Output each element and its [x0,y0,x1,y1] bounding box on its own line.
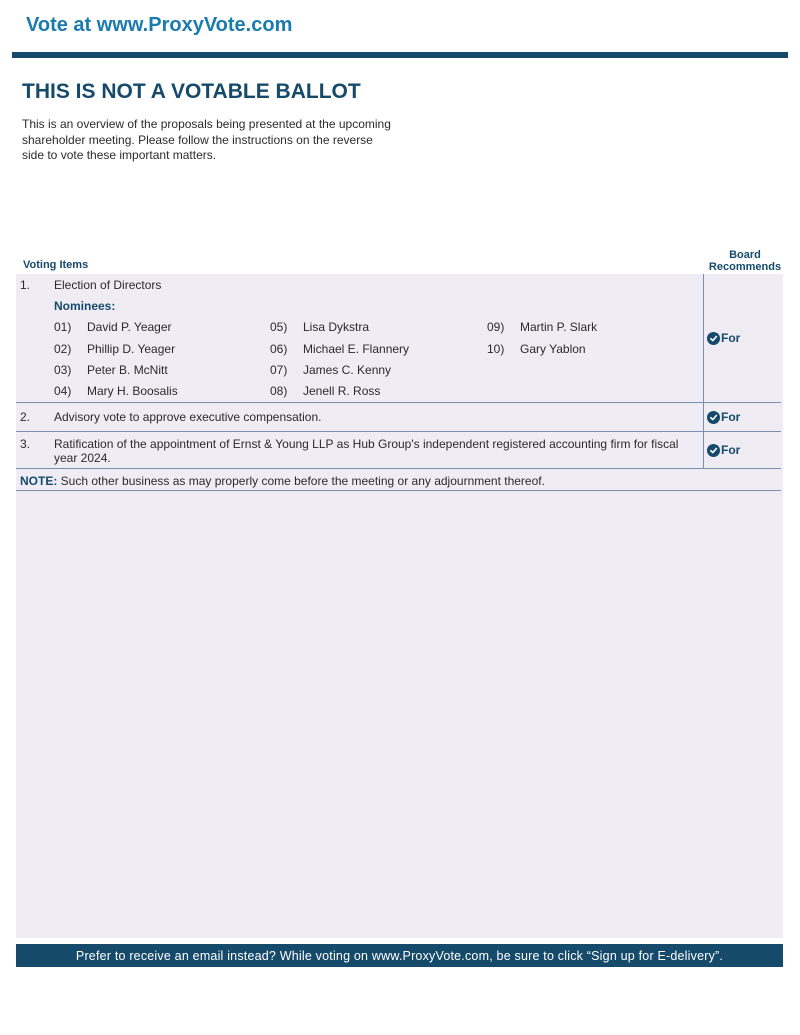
nominee: 06) Michael E. Flannery [270,342,410,356]
page-title: THIS IS NOT A VOTABLE BALLOT [22,80,361,103]
nominee: 09) Martin P. Slark [487,320,598,334]
row-divider [16,468,781,469]
recommendation-label: For [721,443,741,457]
item-number: 2. [20,410,31,424]
footer-banner: Prefer to receive an email instead? While voting on www.ProxyVote.com, be sure to click “Sign up for E-delivery”. [16,944,783,967]
check-circle-icon [707,411,720,424]
recommendation-label: For [721,331,741,345]
item-text: Ratification of the appointment of Ernst & Young LLP as Hub Group's independent registered accounting firm for fiscal year 2024. [54,437,679,465]
nominee: 03) Peter B. McNitt [54,363,168,377]
nominee: 10) Gary Yablon [487,342,586,356]
nominees-label: Nominees: [54,299,116,313]
site-url[interactable]: Vote at www.ProxyVote.com [26,14,293,36]
check-circle-icon [707,444,720,457]
intro-text: This is an overview of the proposals being presented at the upcoming shareholder meeting. Please follow the instructions on the reverse side to vote these important matters. [22,117,391,162]
rec-divider-1 [703,274,704,402]
voting-items-header: Voting Items [23,259,89,271]
row-divider [16,402,781,403]
nominee: 08) Jenell R. Ross [270,384,381,398]
rec-divider-2 [703,403,704,431]
recommendation-label: For [721,410,741,424]
check-circle-icon [707,332,720,345]
top-rule [12,52,788,58]
item-text: Advisory vote to approve executive compensation. [54,410,322,424]
board-recommends-header: Board Recommends [708,249,782,273]
item-text: Election of Directors [54,278,162,292]
nominee: 05) Lisa Dykstra [270,320,370,334]
nominee: 02) Phillip D. Yeager [54,342,176,356]
note: NOTE: Such other business as may properly come before the meeting or any adjournment thereof. [20,474,545,488]
board-recommendation [707,331,740,345]
board-recommendation [707,410,740,424]
nominee: 07) James C. Kenny [270,363,392,377]
item-number: 3. [20,437,31,451]
row-divider [16,490,781,491]
item-number: 1. [20,278,31,292]
rec-divider-3 [703,432,704,468]
nominee: 01) David P. Yeager [54,320,172,334]
row-divider [16,431,781,432]
nominee: 04) Mary H. Boosalis [54,384,178,398]
board-recommendation [707,443,740,457]
